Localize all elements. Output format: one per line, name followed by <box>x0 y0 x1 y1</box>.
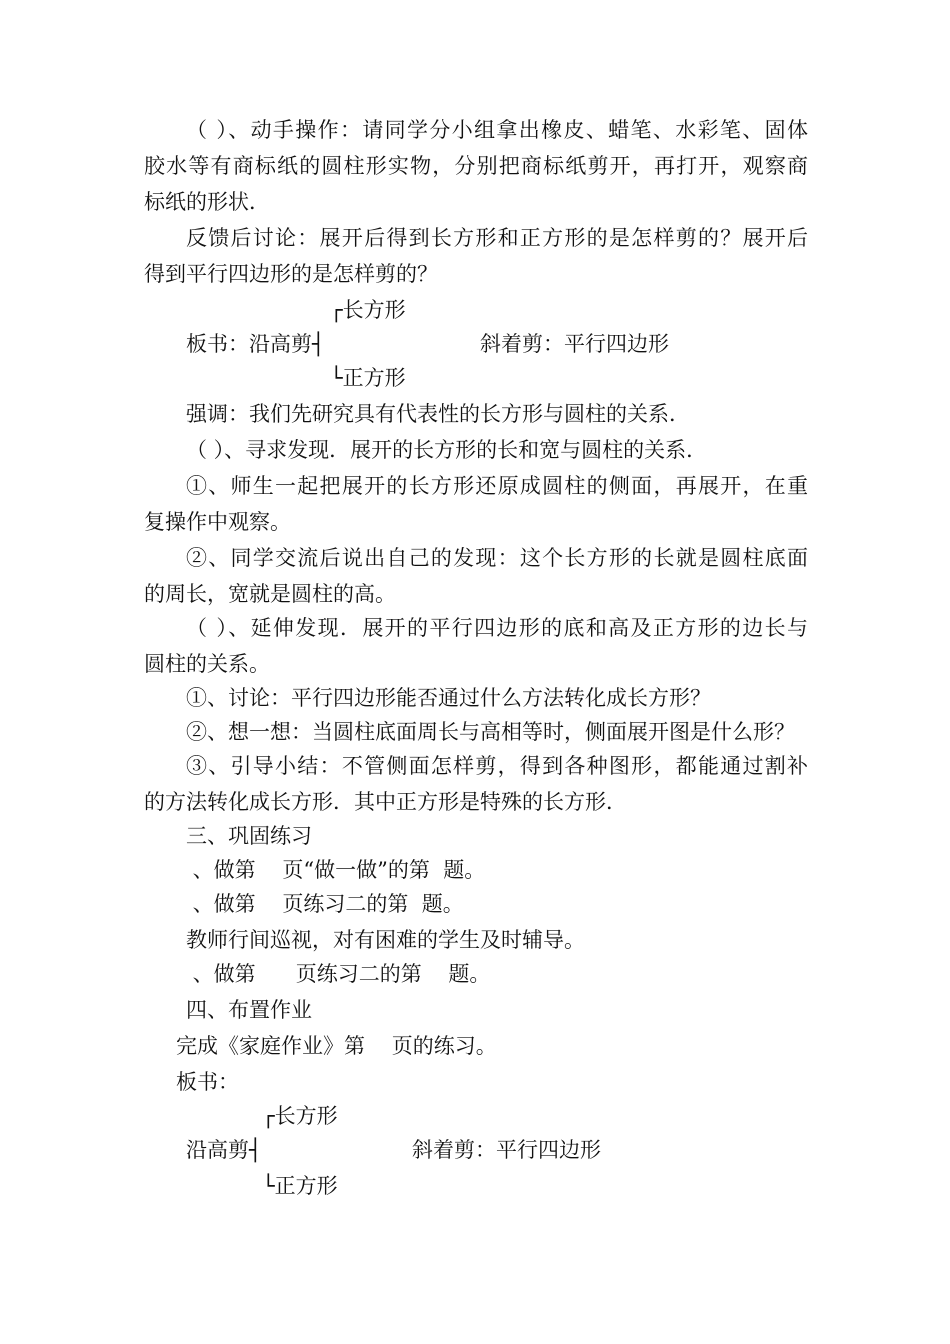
board-notes-1-square: └正方形 <box>330 366 406 390</box>
item-think: ②、想一想：当圆柱底面周长与高相等时，侧面展开图是什么形？ <box>186 720 795 744</box>
board-notes-1-cut-along-height: 板书：沿高剪┤ <box>186 332 325 356</box>
item-restore-line1: ①、师生一起把展开的长方形还原成圆柱的侧面，再展开，在重 <box>186 474 808 498</box>
board-notes-1-rectangle: ┌长方形 <box>330 298 406 322</box>
paragraph-emphasis: 强调：我们先研究具有代表性的长方形与圆柱的关系． <box>186 402 690 426</box>
paragraph-hands-on-line2: 胶水等有商标纸的圆柱形实物，分别把商标纸剪开，再打开，观察商 <box>144 154 808 178</box>
paragraph-hands-on-line3: 标纸的形状． <box>144 190 270 214</box>
item-summary-line2: 的方法转化成长方形．其中正方形是特殊的长方形． <box>144 790 627 814</box>
item-exchange-line1: ②、同学交流后说出自己的发现：这个长方形的长就是圆柱底面 <box>186 546 808 570</box>
board-notes-1-cut-obliquely: 斜着剪：平行四边形 <box>480 332 669 356</box>
item-discuss: ①、讨论：平行四边形能否通过什么方法转化成长方形？ <box>186 686 711 710</box>
exercise-1: 、做第 页“做一做”的第 题。 <box>186 858 486 882</box>
paragraph-discovery: （ ）、寻求发现．展开的长方形的长和宽与圆柱的关系． <box>186 438 708 462</box>
board-notes-2-square: └正方形 <box>262 1174 338 1198</box>
item-exchange-line2: 的周长，宽就是圆柱的高。 <box>144 582 396 606</box>
section-heading-homework: 四、布置作业 <box>186 998 312 1022</box>
exercise-3: 、做第 页练习二的第 题。 <box>186 962 491 986</box>
paragraph-discussion-line2: 得到平行四边形的是怎样剪的？ <box>144 262 438 286</box>
homework-line: 完成《家庭作业》第 页的练习。 <box>176 1034 497 1058</box>
paragraph-extension-line1: （ ）、延伸发现．展开的平行四边形的底和高及正方形的边长与 <box>186 616 808 640</box>
section-heading-practice: 三、巩固练习 <box>186 824 312 848</box>
item-restore-line2: 复操作中观察。 <box>144 510 291 534</box>
paragraph-hands-on-line1: （ ）、动手操作：请同学分小组拿出橡皮、蜡笔、水彩笔、固体 <box>186 118 808 142</box>
teacher-note: 教师行间巡视，对有困难的学生及时辅导。 <box>186 928 585 952</box>
paragraph-extension-line2: 圆柱的关系。 <box>144 652 270 676</box>
board-notes-2-cut-along-height: 沿高剪┤ <box>186 1138 262 1162</box>
paragraph-discussion-line1: 反馈后讨论：展开后得到长方形和正方形的是怎样剪的？展开后 <box>186 226 808 250</box>
item-summary-line1: ③、引导小结：不管侧面怎样剪，得到各种图形，都能通过割补 <box>186 754 808 778</box>
board-notes-2-cut-obliquely: 斜着剪：平行四边形 <box>412 1138 601 1162</box>
board-notes-2-rectangle: ┌长方形 <box>262 1104 338 1128</box>
exercise-2: 、做第 页练习二的第 题。 <box>186 892 464 916</box>
board-notes-label: 板书： <box>176 1070 239 1094</box>
